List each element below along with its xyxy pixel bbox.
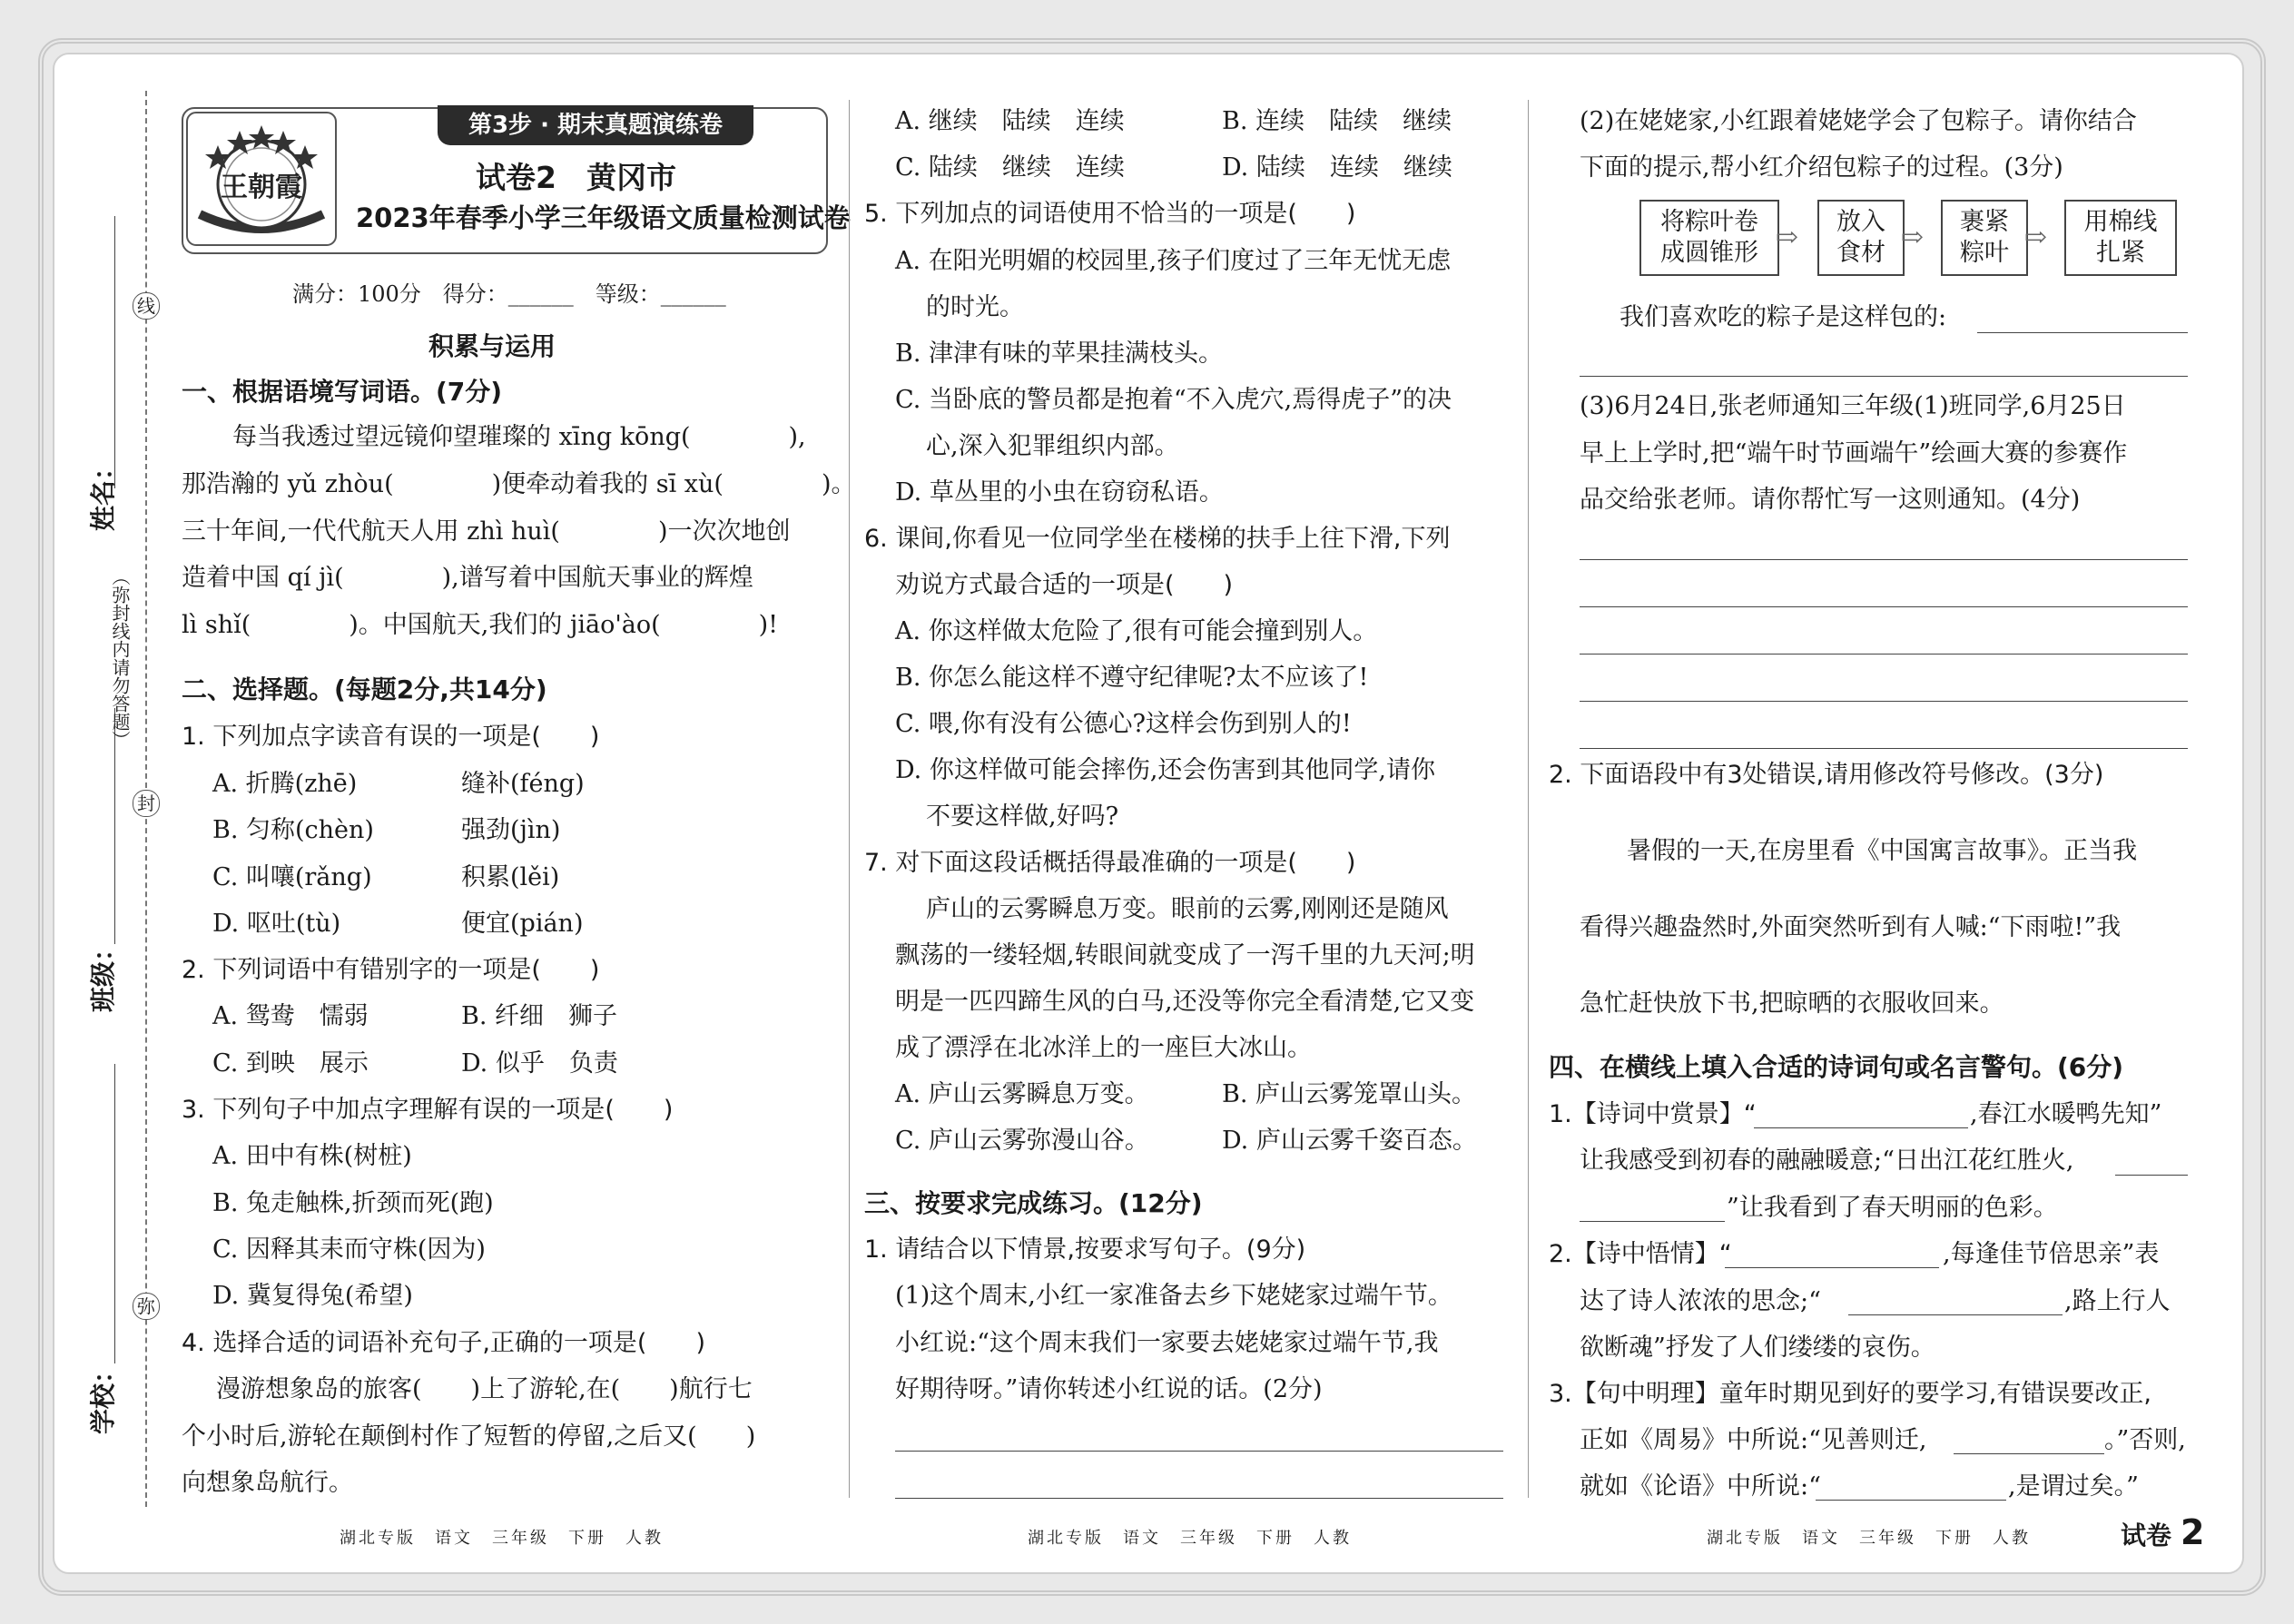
q3-1-line-1: (1)这个周末,小红一家准备去乡下姥姥家过端午节。	[895, 1282, 1452, 1310]
q4-heading: 四、在横线上填入合适的诗词句或名言警句。(6分)	[1549, 1052, 2124, 1082]
q2-5-stem: 5. 下列加点的词语使用不恰当的一项是( )	[864, 200, 1356, 228]
brand-logo	[182, 107, 341, 251]
q2-6-opt-d[interactable]: D. 你这样做可能会摔伤,还会伤害到其他同学,请你	[895, 756, 1436, 784]
q2-3-opt-d[interactable]: D. 冀复得兔(希望)	[212, 1282, 413, 1310]
q4-3-line-3-end: ,是谓过矣。”	[2008, 1472, 2139, 1501]
q2-5-opt-c[interactable]: C. 当卧底的警员都是抱着“不入虎穴,焉得虎子”的决	[895, 386, 1452, 414]
q2-3-opt-b[interactable]: B. 兔走触株,折颈而死(跑)	[212, 1189, 494, 1217]
q3-2-line-2: 看得兴趣盎然时,外面突然听到有人喊:“下雨啦!”我	[1580, 913, 2122, 941]
flow-step-1-label: 将粽叶卷 成圆锥形	[1660, 208, 1758, 267]
flow-answer-line-2[interactable]	[1580, 376, 2188, 377]
flow-arrow-icon: ⇨	[1901, 221, 1925, 253]
q3-2-line-3: 急忙赶快放下书,把晾晒的衣服收回来。	[1580, 989, 2004, 1018]
footer-col3: 湖北专版 语文 三年级 下册 人教	[1707, 1529, 2031, 1548]
q2-2-opt-a[interactable]: A. 鸳鸯 懦弱	[212, 1002, 369, 1030]
column-divider-1	[849, 100, 850, 1498]
q4-3-blank-1[interactable]	[1954, 1453, 2104, 1454]
q2-6-opt-b[interactable]: B. 你怎么能这样不遵守纪律呢?太不应该了!	[895, 664, 1369, 692]
q4-3-line-2: 正如《周易》中所说:“见善则迁,	[1580, 1426, 1927, 1454]
q3-1-3-line-2: 早上上学时,把“端午时节画端午”绘画大赛的参赛作	[1580, 439, 2128, 468]
q4-2-prefix: 2.【诗中悟情】“	[1549, 1240, 1732, 1268]
q3-1-answer-line-1[interactable]	[895, 1451, 1503, 1452]
binding-mark-seal2: 弥	[133, 1293, 160, 1320]
class-label: 班级：	[88, 935, 118, 1012]
step-tab: 第3步 · 期末真题演练卷	[438, 105, 753, 145]
q2-1-opt-b1[interactable]: B. 匀称(chèn)	[212, 816, 374, 844]
q2-6-opt-c[interactable]: C. 喂,你有没有公德心?这样会伤到别人的!	[895, 710, 1352, 738]
q2-1-opt-c1[interactable]: C. 叫嚷(rǎng)	[212, 863, 372, 891]
notice-answer-line-2[interactable]	[1580, 606, 2188, 607]
q2-3-stem: 3. 下列句子中加点字理解有误的一项是( )	[182, 1096, 674, 1124]
paper-title: 试卷2 黄冈市	[476, 160, 676, 195]
q1-line-5: lì shǐ( )。中国航天,我们的 jiāo'ào( )!	[182, 611, 779, 639]
q3-heading: 三、按要求完成练习。(12分)	[864, 1188, 1203, 1218]
q2-7-line-3: 明是一匹四蹄生风的白马,还没等你完全看清楚,它又变	[895, 988, 1475, 1016]
q3-2-line-1: 暑假的一天,在房里看《中国寓言故事》。正当我	[1627, 837, 2138, 865]
q2-6-stem-cont: 劝说方式最合适的一项是( )	[895, 571, 1234, 599]
q1-line-4: 造着中国 qí jì( ),谱写着中国航天事业的辉煌	[182, 564, 753, 592]
name-line[interactable]	[114, 216, 117, 488]
binding-mark-seal: 封	[133, 790, 160, 817]
notice-answer-line-5[interactable]	[1580, 748, 2188, 749]
q2-6-opt-d-cont: 不要这样做,好吗?	[926, 802, 1119, 831]
q4-1-prefix: 1.【诗词中赏景】“	[1549, 1100, 1757, 1128]
q2-4-opt-a[interactable]: A. 继续 陆续 连续	[895, 107, 1125, 135]
q2-7-line-1: 庐山的云雾瞬息万变。眼前的云雾,刚刚还是随风	[926, 895, 1449, 923]
flow-arrow-icon: ⇨	[2024, 221, 2048, 253]
school-line[interactable]	[114, 1064, 117, 1363]
q2-1-opt-c2: 积累(lěi)	[461, 863, 560, 891]
q4-3-line-2-end: 。”否则,	[2104, 1426, 2186, 1454]
q4-2-line-2: 达了诗人浓浓的思念;“	[1580, 1287, 1821, 1315]
section-title-accumulation: 积累与运用	[428, 331, 556, 361]
q2-1-stem: 1. 下列加点字读音有误的一项是( )	[182, 723, 600, 751]
q2-5-opt-a-cont: 的时光。	[926, 293, 1024, 321]
paper-subtitle: 2023年春季小学三年级语文质量检测试卷	[356, 202, 851, 233]
q3-1-2-line-1: (2)在姥姥家,小红跟着姥姥学会了包粽子。请你结合	[1580, 107, 2137, 135]
flow-step-3-label: 裹紧 粽叶	[1960, 208, 2009, 267]
q2-5-opt-c-cont: 心,深入犯罪组织内部。	[926, 432, 1179, 460]
q2-4-opt-b[interactable]: B. 连续 陆续 继续	[1222, 107, 1452, 135]
q4-1-line-2: 让我感受到初春的融融暖意;“日出江花红胜火,	[1580, 1147, 2074, 1175]
q3-1-2-line-2: 下面的提示,帮小红介绍包粽子的过程。(3分)	[1580, 153, 2063, 182]
q2-1-opt-d2: 便宜(pián)	[461, 910, 584, 938]
q1-heading: 一、根据语境写词语。(7分)	[182, 377, 503, 407]
q2-7-line-4: 成了漂浮在北冰洋上的一座巨大冰山。	[895, 1034, 1312, 1062]
q2-3-opt-a[interactable]: A. 田中有株(树桩)	[212, 1142, 412, 1170]
q4-3-stem: 3.【句中明理】童年时期见到好的要学习,有错误要改正,	[1549, 1380, 2151, 1408]
flow-step-1	[1639, 200, 1779, 276]
q4-2-line-3: 欲断魂”抒发了人们缕缕的哀伤。	[1580, 1334, 1935, 1362]
q2-4-line-1: 漫游想象岛的旅客( )上了游轮,在( )航行七	[216, 1375, 753, 1403]
q2-7-opt-c[interactable]: C. 庐山云雾弥漫山谷。	[895, 1127, 1149, 1155]
q2-4-opt-d[interactable]: D. 陆续 连续 继续	[1222, 153, 1452, 182]
q3-1-answer-line-2[interactable]	[895, 1498, 1503, 1499]
q2-1-opt-d1[interactable]: D. 呕吐(tù)	[212, 910, 341, 938]
flow-step-4	[2064, 200, 2177, 276]
q2-7-opt-b[interactable]: B. 庐山云雾笼罩山头。	[1222, 1080, 1477, 1108]
binding-note: （弥封线内请勿答题）	[109, 567, 131, 749]
q4-3-blank-2[interactable]	[1816, 1500, 2006, 1501]
q3-1-line-3: 好期待呀。”请你转述小红说的话。(2分)	[895, 1375, 1323, 1403]
q2-heading: 二、选择题。(每题2分,共14分)	[182, 674, 547, 704]
q2-5-opt-a[interactable]: A. 在阳光明媚的校园里,孩子们度过了三年无忧无虑	[895, 247, 1452, 275]
q4-1-blank-2[interactable]	[2115, 1175, 2188, 1176]
exam-header	[182, 107, 851, 254]
score-line: 满分：100分 得分：______ 等级：______	[292, 281, 726, 307]
flow-arrow-icon: ⇨	[1776, 221, 1799, 253]
q2-1-opt-a1[interactable]: A. 折腾(zhē)	[212, 770, 358, 798]
q4-1-line-3: ”让我看到了春天明丽的色彩。	[1727, 1194, 2058, 1222]
notice-answer-line-4[interactable]	[1580, 701, 2188, 702]
q1-line-1: 每当我透过望远镜仰望璀璨的 xīng kōng( ),	[232, 423, 806, 451]
logo-text: 王朝霞	[221, 172, 302, 203]
q3-1-3-line-1: (3)6月24日,张老师通知三年级(1)班同学,6月25日	[1580, 392, 2126, 420]
q2-7-stem: 7. 对下面这段话概括得最准确的一项是( )	[864, 849, 1356, 877]
q2-2-opt-d[interactable]: D. 似乎 负责	[461, 1049, 618, 1078]
q2-1-opt-a2: 缝补(féng)	[461, 770, 585, 798]
q2-6-opt-a[interactable]: A. 你这样做太危险了,很有可能会撞到别人。	[895, 617, 1378, 645]
q2-5-opt-d[interactable]: D. 草丛里的小虫在窃窃私语。	[895, 478, 1224, 507]
q3-2-stem: 2. 下面语段中有3处错误,请用修改符号修改。(3分)	[1549, 761, 2104, 789]
q3-1-line-2: 小红说:“这个周末我们一家要去姥姥家过端午节,我	[895, 1329, 1439, 1357]
q2-4-opt-c[interactable]: C. 陆续 继续 连续	[895, 153, 1125, 182]
q4-1-blank-1[interactable]	[1754, 1127, 1968, 1128]
q2-4-line-2: 个小时后,游轮在颠倒村作了短暂的停留,之后又( )	[182, 1422, 756, 1451]
q3-1-stem: 1. 请结合以下情景,按要求写句子。(9分)	[864, 1235, 1306, 1264]
q2-6-stem: 6. 课间,你看见一位同学坐在楼梯的扶手上往下滑,下列	[864, 525, 1451, 553]
q2-2-opt-b[interactable]: B. 纤细 狮子	[461, 1002, 618, 1030]
q2-4-line-3: 向想象岛航行。	[182, 1469, 353, 1497]
q4-2-blank-1[interactable]	[1725, 1267, 1939, 1268]
flow-answer-line-1[interactable]	[1977, 332, 2188, 333]
q3-1-3-line-3: 品交给张老师。请你帮忙写一这则通知。(4分)	[1580, 486, 2081, 514]
page-label: 试卷	[2121, 1521, 2172, 1550]
q4-2-line-2-end: ,路上行人	[2064, 1287, 2171, 1315]
flow-prompt: 我们喜欢吃的粽子是这样包的:	[1620, 303, 1947, 331]
q1-line-2: 那浩瀚的 yǔ zhòu( )便牵动着我的 sī xù( )。	[182, 470, 856, 498]
q2-7-opt-a[interactable]: A. 庐山云雾瞬息万变。	[895, 1080, 1149, 1108]
name-label: 姓名：	[88, 454, 118, 531]
column-divider-2	[1528, 100, 1529, 1498]
flow-step-4-label: 用棉线 扎紧	[2083, 208, 2158, 267]
school-label: 学校：	[88, 1357, 118, 1434]
page-number: 2	[2181, 1512, 2205, 1552]
q2-3-opt-c[interactable]: C. 因释其耒而守株(因为)	[212, 1235, 486, 1264]
q2-7-opt-d[interactable]: D. 庐山云雾千姿百态。	[1222, 1127, 1477, 1155]
q4-1-suffix: ,春江水暖鸭先知”	[1970, 1100, 2162, 1128]
q2-2-opt-c[interactable]: C. 到映 展示	[212, 1049, 369, 1078]
binding-mark-line: 线	[133, 292, 160, 320]
q2-4-stem: 4. 选择合适的词语补充句子,正确的一项是( )	[182, 1329, 705, 1357]
q2-5-opt-b[interactable]: B. 津津有味的苹果挂满枝头。	[895, 340, 1224, 368]
q2-2-stem: 2. 下列词语中有错别字的一项是( )	[182, 956, 600, 984]
footer-col2: 湖北专版 语文 三年级 下册 人教	[1028, 1529, 1352, 1548]
flow-step-2	[1817, 200, 1905, 276]
flow-step-2-label: 放入 食材	[1836, 208, 1885, 267]
notice-answer-line-3[interactable]	[1580, 654, 2188, 655]
q1-line-3: 三十年间,一代代航天人用 zhì huì( )一次次地创	[182, 517, 791, 546]
q4-3-line-3: 就如《论语》中所说:“	[1580, 1472, 1821, 1501]
q4-1-blank-3[interactable]	[1580, 1221, 1725, 1222]
flow-step-3	[1941, 200, 2028, 276]
q4-2-blank-2[interactable]	[1848, 1314, 2063, 1315]
notice-answer-line-1[interactable]	[1580, 559, 2188, 560]
footer-col1: 湖北专版 语文 三年级 下册 人教	[340, 1529, 664, 1548]
q2-7-line-2: 飘荡的一缕轻烟,转眼间就变成了一泻千里的九天河;明	[895, 941, 1475, 969]
q2-1-opt-b2: 强劲(jìn)	[461, 816, 561, 844]
q4-2-suffix: ,每逢佳节倍思亲”表	[1943, 1240, 2160, 1268]
